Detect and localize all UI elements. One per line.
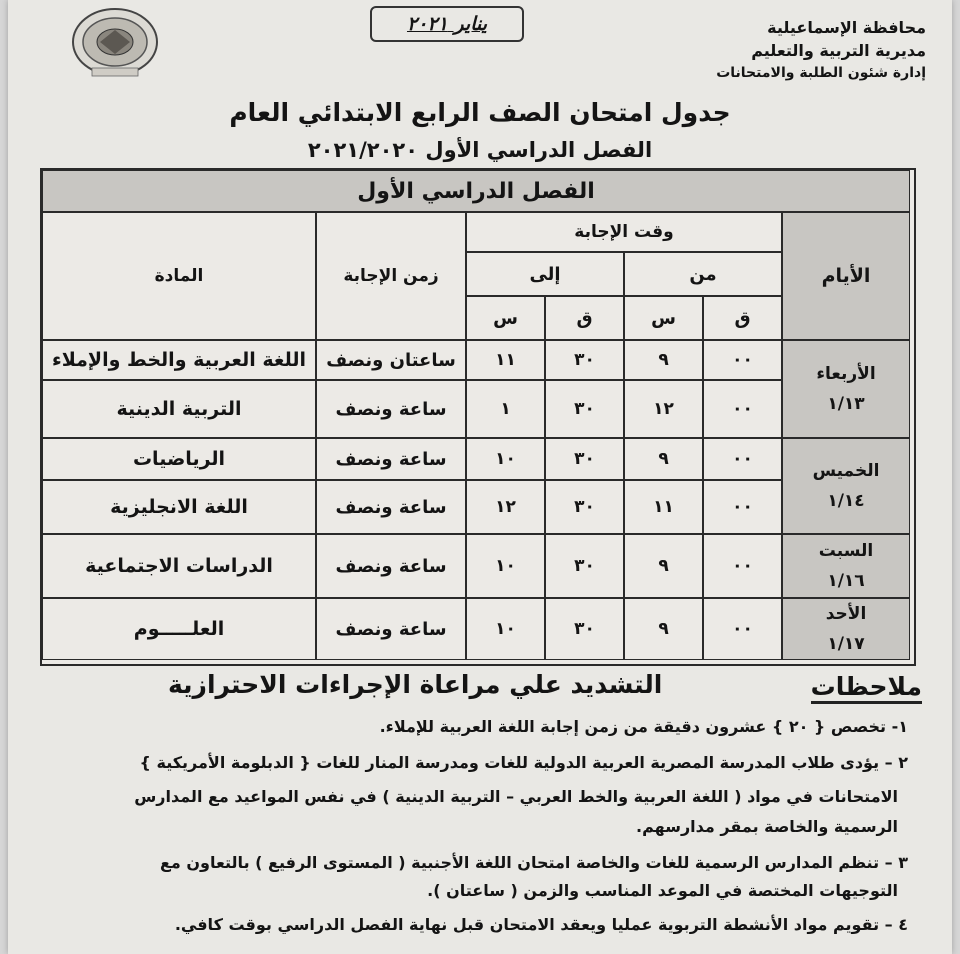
day-name: الخميس [812,461,880,481]
duration-cell: ساعة ونصف [316,598,466,660]
note-item-1: ١- تخصص { ٢٠ } عشرون دقيقة من زمن إجابة اللغة العربية للإملاء. [379,717,908,736]
to-hours-cell: ١١ [466,340,545,380]
to-hours-cell: ١٠ [466,598,545,660]
day-date: ١/١٤ [827,491,865,511]
col-to-header: إلى [466,252,624,296]
directorate-name: مديرية التربية والتعليم [751,41,926,60]
from-hours-cell: ٩ [624,534,703,598]
from-minutes-cell: ٠٠ [703,534,782,598]
to-minutes-cell: ٣٠ [545,438,624,480]
col-duration-header: زمن الإجابة [316,212,466,340]
col-from-hours-header: س [624,296,703,340]
to-hours-cell: ١٢ [466,480,545,534]
note-item-3: ٣ – تنظم المدارس الرسمية للغات والخاصة امتحان اللغة الأجنبية ( المستوى الرفيع ) بالتعاون مع [159,853,908,872]
to-minutes-cell: ٣٠ [545,534,624,598]
from-minutes-cell: ٠٠ [703,340,782,380]
subject-cell: اللغة الانجليزية [42,480,316,534]
from-minutes-cell: ٠٠ [703,380,782,438]
col-to-minutes-header: ق [545,296,624,340]
date-label: يناير ٢٠٢١ [370,6,524,42]
col-from-minutes-header: ق [703,296,782,340]
note-item-2-cont2: الرسمية والخاصة بمقر مدارسهم. [636,817,898,836]
from-hours-cell: ١١ [624,480,703,534]
semester-header: الفصل الدراسي الأول [42,170,910,212]
duration-cell: ساعة ونصف [316,380,466,438]
from-minutes-cell: ٠٠ [703,598,782,660]
exam-schedule-table [40,168,916,666]
col-answer-time-header: وقت الإجابة [466,212,782,252]
from-hours-cell: ١٢ [624,380,703,438]
duration-cell: ساعتان ونصف [316,340,466,380]
duration-cell: ساعة ونصف [316,480,466,534]
exam-schedule-title: جدول امتحان الصف الرابع الابتدائي العام [229,98,731,127]
day-cell [782,534,910,598]
from-minutes-cell: ٠٠ [703,480,782,534]
day-name: السبت [818,541,874,561]
from-hours-cell: ٩ [624,438,703,480]
duration-cell: ساعة ونصف [316,534,466,598]
day-date: ١/١٧ [827,634,865,654]
col-subject-header: المادة [42,212,316,340]
department-name: إدارة شئون الطلبة والامتحانات [716,65,926,81]
from-hours-cell: ٩ [624,598,703,660]
day-cell [782,438,910,534]
seal-emblem-icon [70,6,160,80]
to-minutes-cell: ٣٠ [545,380,624,438]
day-date: ١/١٣ [827,394,865,414]
to-minutes-cell: ٣٠ [545,598,624,660]
subject-cell: العلـــــوم [42,598,316,660]
to-hours-cell: ١ [466,380,545,438]
day-cell [782,598,910,660]
day-cell [782,340,910,438]
issuer-header [716,16,926,85]
day-name: الأربعاء [816,364,876,384]
notes-heading: ملاحظات [811,672,922,704]
subject-cell: التربية الدينية [42,380,316,438]
note-item-3-cont: التوجيهات المختصة في الموعد المناسب والزمن ( ساعتان ). [427,881,898,900]
col-to-hours-header: س [466,296,545,340]
to-minutes-cell: ٣٠ [545,480,624,534]
document-page [8,0,952,954]
from-minutes-cell: ٠٠ [703,438,782,480]
col-from-header: من [624,252,782,296]
semester-year-subtitle: الفصل الدراسي الأول ٢٠٢١/٢٠٢٠ [307,138,653,162]
note-item-2: ٢ – يؤدى طلاب المدرسة المصرية العربية الدولية للغات ومدرسة المنار للغات { الدبلومة الأمريكية } [139,753,908,772]
duration-cell: ساعة ونصف [316,438,466,480]
col-days-header: الأيام [782,212,910,340]
subject-cell: اللغة العربية والخط والإملاء [42,340,316,380]
to-minutes-cell: ٣٠ [545,340,624,380]
to-hours-cell: ١٠ [466,534,545,598]
from-hours-cell: ٩ [624,340,703,380]
subject-cell: الدراسات الاجتماعية [42,534,316,598]
governorate-name: محافظة الإسماعيلية [767,18,926,37]
note-item-2-cont: الامتحانات في مواد ( اللغة العربية والخط العربي – التربية الدينية ) في نفس المواعيد مع المدارس [134,787,898,806]
subject-cell: الرياضيات [42,438,316,480]
note-item-4: ٤ – تقويم مواد الأنشطة التربوية عمليا ويعقد الامتحان قبل نهاية الفصل الدراسي بوقت كافي. [174,915,908,934]
day-name: الأحد [825,604,867,624]
day-date: ١/١٦ [827,571,865,591]
precautions-emphasis: التشديد علي مراعاة الإجراءات الاحترازية [168,670,663,699]
to-hours-cell: ١٠ [466,438,545,480]
